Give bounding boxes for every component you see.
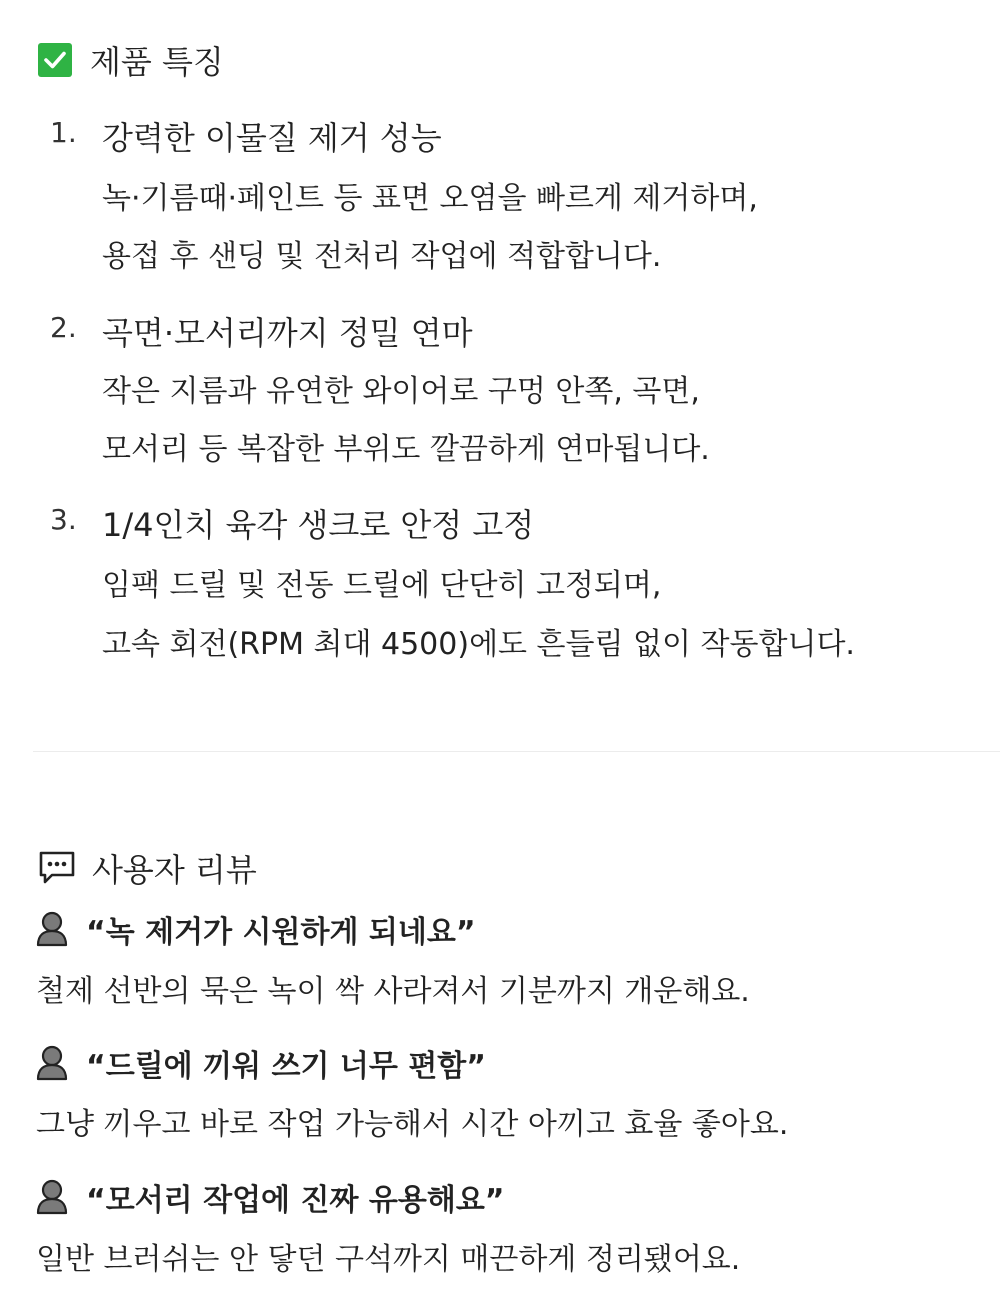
reviews-title: 사용자 리뷰 xyxy=(92,851,257,889)
review-text: 철제 선반의 묵은 녹이 싹 사라져서 기분까지 개운해요. xyxy=(36,974,750,1009)
check-mark-icon xyxy=(38,43,72,77)
review-header xyxy=(36,907,476,951)
user-silhouette-icon xyxy=(36,1045,68,1081)
feature-title: 곡면·모서리까지 정밀 연마 xyxy=(102,314,473,352)
features-title: 제품 특징 xyxy=(90,43,224,81)
feature-title: 강력한 이물질 제거 성능 xyxy=(102,119,442,157)
review-title: “녹 제거가 시원하게 되네요” xyxy=(86,915,476,950)
speech-bubble-icon xyxy=(38,850,76,886)
feature-description-line: 작은 지름과 유연한 와이어로 구멍 안쪽, 곡면, xyxy=(102,374,700,409)
feature-number: 3. xyxy=(50,503,77,536)
section-divider xyxy=(33,751,1000,752)
user-silhouette-icon xyxy=(36,911,68,947)
review-header xyxy=(36,1175,505,1219)
feature-description-line: 용접 후 샌딩 및 전처리 작업에 적합합니다. xyxy=(102,239,662,274)
review-title: “드릴에 끼워 쓰기 너무 편함” xyxy=(86,1049,486,1084)
reviews-header xyxy=(38,846,257,890)
review-text: 일반 브러쉬는 안 닿던 구석까지 매끈하게 정리됐어요. xyxy=(36,1242,741,1277)
feature-number: 2. xyxy=(50,311,77,344)
feature-number: 1. xyxy=(50,116,77,149)
feature-description-line: 고속 회전(RPM 최대 4500)에도 흔들림 없이 작동합니다. xyxy=(102,627,855,662)
features-header xyxy=(38,38,224,82)
review-title: “모서리 작업에 진짜 유용해요” xyxy=(86,1183,505,1218)
feature-description-line: 모서리 등 복잡한 부위도 깔끔하게 연마됩니다. xyxy=(102,432,710,467)
feature-title: 1/4인치 육각 생크로 안정 고정 xyxy=(102,506,535,544)
feature-description-line: 임팩 드릴 및 전동 드릴에 단단히 고정되며, xyxy=(102,568,662,603)
review-text: 그냥 끼우고 바로 작업 가능해서 시간 아끼고 효율 좋아요. xyxy=(36,1107,789,1142)
review-header xyxy=(36,1041,486,1085)
user-silhouette-icon xyxy=(36,1179,68,1215)
feature-description-line: 녹·기름때·페인트 등 표면 오염을 빠르게 제거하며, xyxy=(102,181,758,216)
